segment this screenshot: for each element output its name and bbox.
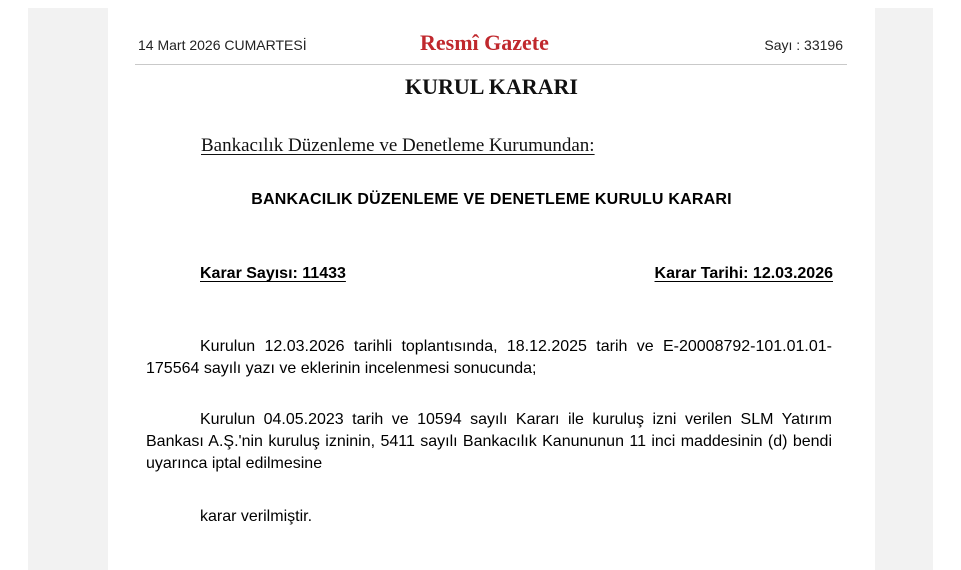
body-paragraph: Kurulun 04.05.2023 tarih ve 10594 sayılı Kararı ile kuruluş izni verilen SLM Yatırım Bankası A.Ş.'nin kuruluş izninin, 5411 sayılı Bankacılık Kanununun 11 inci maddesinin (d) bendi uyarınca iptal edilmesine [146, 411, 832, 472]
section-title: KURUL KARARI [405, 74, 578, 99]
gazette-page [108, 8, 875, 570]
issuing-institution: Bankacılık Düzenleme ve Denetleme Kurumundan: [201, 135, 595, 156]
decision-number: Karar Sayısı: 11433 [200, 265, 346, 282]
closing-line: karar verilmiştir. [200, 508, 313, 525]
issue-number: Sayı : 33196 [764, 37, 843, 53]
header-divider [135, 64, 847, 65]
decision-heading: BANKACILIK DÜZENLEME VE DENETLEME KURULU KARARI [251, 191, 732, 208]
gazette-title: Resmî Gazete [420, 30, 549, 55]
decision-date: Karar Tarihi: 12.03.2026 [654, 265, 833, 282]
header-date: 14 Mart 2026 CUMARTESİ [138, 37, 307, 53]
body-paragraph: Kurulun 12.03.2026 tarihli toplantısında, 18.12.2025 tarih ve E-20008792-101.01.01-175564 sayılı yazı ve eklerinin incelenmesi sonucunda; [146, 338, 832, 377]
